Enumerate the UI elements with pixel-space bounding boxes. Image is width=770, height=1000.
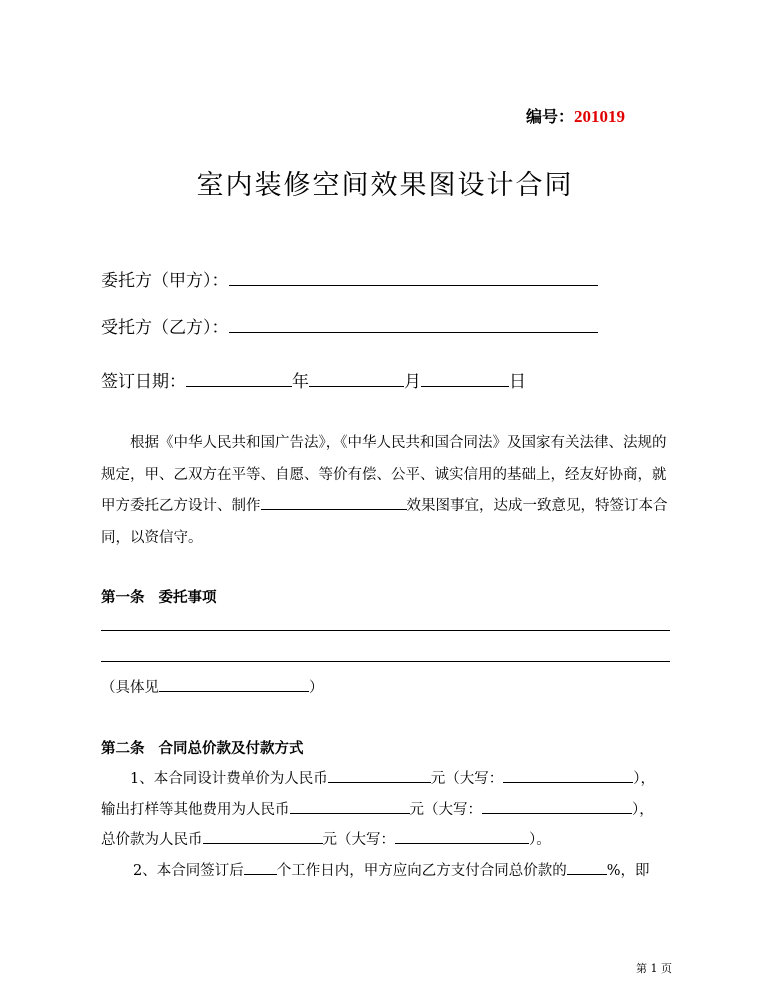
sign-date-label: 签订日期：: [101, 372, 186, 392]
contract-number-label: 编号：: [526, 107, 575, 126]
article-2-line-4: [133, 859, 650, 880]
day-label: 日: [509, 372, 526, 392]
preamble-paragraph: [101, 428, 676, 554]
article-1-heading: [101, 586, 217, 607]
see-field[interactable]: [159, 677, 309, 692]
article-2-line-2: [101, 798, 654, 819]
preamble-text-2: 效果图事宜，达成一致意见，特签订本合同，以资信守。: [101, 498, 668, 546]
contract-number-value: 201019: [574, 107, 626, 126]
party-b-field[interactable]: [229, 331, 598, 333]
line-4-close: %，即: [606, 863, 650, 879]
other-fee-text: 输出打样等其他费用为人民币: [101, 802, 290, 818]
days-text: 2、本合同签订后: [133, 863, 244, 879]
see-open: （具体见: [101, 680, 159, 696]
day-field[interactable]: [421, 385, 509, 387]
party-b-label: 受托方（乙方）：: [101, 318, 229, 338]
article-2-line-1: [130, 767, 655, 788]
month-label: 月: [404, 372, 421, 392]
design-fee-text: 1、本合同设计费单价为人民币: [130, 771, 328, 787]
article-1-blank-line-2[interactable]: [101, 661, 670, 662]
other-fee-caps-field[interactable]: [482, 799, 632, 814]
party-a-row: [101, 266, 598, 291]
article-2-number: 第二条: [101, 740, 145, 757]
article-2-line-3: [101, 828, 551, 849]
other-fee-caps-text: 元（大写：: [409, 802, 482, 818]
article-1-number: 第一条: [101, 589, 145, 606]
article-1-title: 委托事项: [158, 589, 217, 606]
other-fee-field[interactable]: [290, 799, 410, 814]
effect-drawing-field[interactable]: [261, 495, 407, 510]
article-1-blank-line-1[interactable]: [101, 630, 670, 631]
sign-date-row: [101, 367, 526, 392]
total-text: 总价款为人民币: [101, 832, 203, 848]
total-caps-field[interactable]: [395, 829, 529, 844]
days-field[interactable]: [244, 860, 277, 875]
design-fee-caps-field[interactable]: [503, 768, 633, 783]
percent-text: 个工作日内，甲方应向乙方支付合同总价款的: [276, 863, 567, 879]
party-a-label: 委托方（甲方）：: [101, 271, 229, 291]
article-1-see-row: [101, 676, 324, 697]
party-b-row: [101, 313, 598, 338]
design-fee-caps-text: 元（大写：: [430, 771, 504, 787]
page-number: 第 1 页: [636, 962, 672, 975]
total-field[interactable]: [203, 829, 323, 844]
see-close: ）: [309, 680, 324, 696]
article-2-heading: [101, 737, 304, 758]
article-2-title: 合同总价款及付款方式: [158, 740, 304, 757]
design-fee-field[interactable]: [328, 768, 431, 783]
party-a-field[interactable]: [229, 284, 598, 286]
line-1-close: ），: [633, 771, 655, 787]
contract-number: [526, 104, 625, 127]
month-field[interactable]: [309, 385, 404, 387]
percent-field[interactable]: [567, 860, 607, 875]
year-label: 年: [292, 372, 309, 392]
preamble-text-1: 根据《中华人民共和国广告法》，《中华人民共和国合同法》及国家有关法律、法规的规定，甲、乙双方在平等、自愿、等价有偿、公平、诚实信用的基础上，经友好协商，就甲方委托乙方设计、制作: [101, 435, 667, 514]
line-3-close: ）。: [529, 832, 551, 848]
total-caps-text: 元（大写：: [322, 832, 395, 848]
page-title: 室内装修空间效果图设计合同: [196, 170, 574, 201]
year-field[interactable]: [186, 385, 292, 387]
line-2-close: ），: [632, 802, 654, 818]
